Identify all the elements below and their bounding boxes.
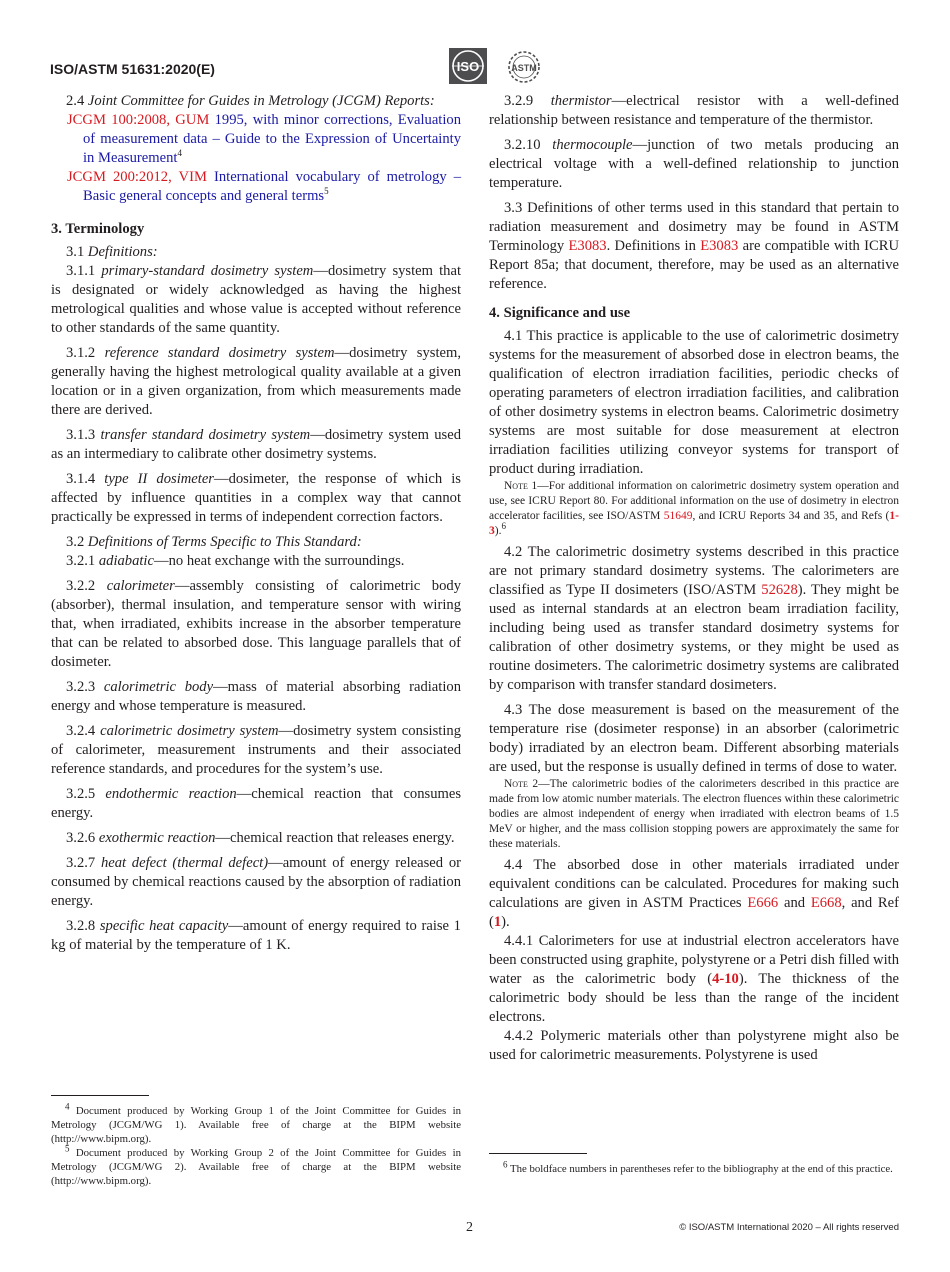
def-3-2-7: 3.2.7 heat defect (thermal defect)—amount of energy released or consumed by chemical reactions caused by the absorption of radiation energy. bbox=[51, 855, 461, 909]
ref-jcgm-100-code[interactable]: JCGM 100:2008, GUM bbox=[67, 112, 210, 128]
ref-jcgm-100-title[interactable]: 1995, with minor corrections, Evaluation of measurement data – Guide to the Expression of Uncertainty in Measurement bbox=[83, 112, 462, 166]
para-3-3: 3.3 Definitions of other terms used in this standard that pertain to radiation measurement and dosimetry may be found in ASTM Terminology E3083. Definitions in E3083 are compatible with ICRU Report 85a; that document, therefore, may be used as an alternative reference. bbox=[489, 200, 899, 292]
ref-4-10[interactable]: 4-10 bbox=[712, 971, 739, 987]
para-3-2: 3.2 Definitions of Terms Specific to This Standard: bbox=[66, 534, 362, 550]
copyright-notice: © ISO/ASTM International 2020 – All rights reserved bbox=[679, 1222, 899, 1233]
footnote-rule-right bbox=[489, 1153, 587, 1154]
def-3-1-1: 3.1.1 primary-standard dosimetry system—dosimetry system that is designated or widely acknowledged as having the highest metrological qualities and whose value is accepted without reference to other standards of the same quantity. bbox=[51, 263, 462, 336]
note-2: Note 2—The calorimetric bodies of the calorimeters described in this practice are made from low atomic number materials. The electron fluences within these calorimetric bodies are almost independent of energy when irradiated with electron beams of 1.5 MeV or higher, and the mass collision stopping powers are approximately the same for these materials. bbox=[489, 778, 899, 850]
standard-id: ISO/ASTM 51631:2020(E) bbox=[50, 61, 215, 77]
right-column bbox=[489, 92, 899, 1065]
para-4-3: 4.3 The dose measurement is based on the measurement of the temperature rise (dosimeter response) in an absorber (calorimetric body) irradiated by an electron beam. Different absorbing materials are used, but the response is usually defined in terms of dose to water. bbox=[489, 702, 899, 775]
ref-jcgm-200: JCGM 200:2012, VIM International vocabulary of metrology – Basic general concepts and general terms$^5$ bbox=[67, 169, 462, 204]
def-3-2-3: 3.2.3 calorimetric body—mass of material absorbing radiation energy and whose temperature is measured. bbox=[51, 679, 461, 714]
ref-jcgm-100: JCGM 100:2008, GUM 1995, with minor corrections, Evaluation of measurement data – Guide to the Expression of Uncertainty in Measurement$^4$ bbox=[67, 112, 462, 166]
def-3-2-8: 3.2.8 specific heat capacity—amount of energy required to raise 1 kg of material by the temperature of 1 K. bbox=[51, 918, 461, 953]
link-e666[interactable]: E666 bbox=[747, 895, 779, 911]
left-column bbox=[51, 92, 461, 961]
footnote-5: $^5$ Document produced by Working Group 2 of the Joint Committee for Guides in Metrology (JCGM/WG 2). Available free of charge at the BIPM website (http://www.bipm.org). bbox=[51, 1143, 461, 1187]
iso-logo-text: ISO bbox=[456, 59, 480, 74]
astm-logo-text: ASTM bbox=[511, 63, 537, 73]
def-3-2-4: 3.2.4 calorimetric dosimetry system—dosimetry system consisting of calorimeter, measurement instruments and their associated reference standards, and procedures for the system’s use. bbox=[51, 723, 461, 777]
footnote-4: $^4$ Document produced by Working Group 1 of the Joint Committee for Guides in Metrology (JCGM/WG 1). Available free of charge at the BIPM website (http://www.bipm.org). bbox=[51, 1101, 461, 1145]
para-4-1: 4.1 This practice is applicable to the use of calorimetric dosimetry systems for the measurement of absorbed dose in electron beams, the qualification of electron irradiation facilities, periodic checks of operating parameters of electron irradiation facilities, and calibration of other dosimetry systems in electron beams. Calorimetric dosimetry systems are most suitable for dose measurement at electron irradiation facilities utilizing conveyor systems for transport of product during irradiation. bbox=[489, 328, 899, 477]
para-4-4-1: 4.4.1 Calorimeters for use at industrial electron accelerators have been constructed using graphite, polystyrene or a Petri dish filled with water as the calorimetric body (4-10). The thickness of the calorimetric body should be less than the range of the incident electrons. bbox=[489, 933, 900, 1025]
footnote-6: $^6$ The boldface numbers in parentheses refer to the bibliography at the end of this practice. bbox=[503, 1159, 893, 1175]
ref-jcgm-200-code[interactable]: JCGM 200:2012, VIM bbox=[67, 169, 207, 185]
def-3-1-4: 3.1.4 type II dosimeter—dosimeter, the response of which is affected by influence quantities in a complex way that cannot practically be expressed in terms of independent correction factors. bbox=[51, 471, 461, 525]
footnotes-left bbox=[51, 1101, 461, 1188]
link-e3083-a[interactable]: E3083 bbox=[568, 238, 607, 254]
def-3-1-3: 3.1.3 transfer standard dosimetry system—dosimetry system used as an intermediary to calibrate other dosimetry systems. bbox=[51, 427, 461, 462]
def-3-2-2: 3.2.2 calorimeter—assembly consisting of calorimetric body (absorber), thermal insulation, and temperature sensor with wiring that, when irradiated, exhibits increase in the absorber temperature that can be related to absorbed dose. This language parallels that of dosimeter. bbox=[51, 578, 461, 670]
para-4-4-2: 4.4.2 Polymeric materials other than polystyrene might also be used for calorimetric measurements. Polystyrene is used bbox=[489, 1028, 899, 1063]
link-e3083-b[interactable]: E3083 bbox=[700, 238, 739, 254]
page-number: 2 bbox=[466, 1220, 473, 1235]
def-3-2-1: 3.2.1 adiabatic—no heat exchange with the surroundings. bbox=[66, 553, 405, 569]
iso-logo bbox=[449, 48, 487, 84]
def-3-2-10: 3.2.10 thermocouple—junction of two metals producing an electrical voltage with a well-defined relationship to junction temperature. bbox=[489, 137, 899, 191]
ref-1-3[interactable]: 1-3 bbox=[489, 510, 899, 537]
link-e668[interactable]: E668 bbox=[810, 895, 842, 911]
section-4-heading: 4. Significance and use bbox=[489, 305, 631, 321]
footnotes-right bbox=[489, 1159, 899, 1176]
ref-jcgm-200-title[interactable]: International vocabulary of metrology – Basic general concepts and general terms bbox=[83, 169, 462, 204]
note-1: Note 1—For additional information on calorimetric dosimetry system operation and use, see ICRU Report 80. For additional information on the use of dosimetry in electron accelerator facilities, see ISO/ASTM 51649, and ICRU Reports 34 and 35, and Refs (1-3).$^6$ bbox=[489, 480, 899, 537]
section-3-heading: 3. Terminology bbox=[51, 221, 145, 237]
para-4-2: 4.2 The calorimetric dosimetry systems described in this practice are not primary standard dosimetry systems. The calorimeters are classified as Type II dosimeters (ISO/ASTM 52628). They might be used as internal standards at an electron beam irradiation facility, including being used as transfer standard dosimetry systems for calibration of other dosimetry systems, or they might be used as routine dosimeters. The calorimetric dosimetry systems are calibrated by comparison with transfer standard dosimeters. bbox=[489, 544, 899, 693]
astm-logo bbox=[505, 50, 543, 84]
def-3-2-6: 3.2.6 exothermic reaction—chemical reaction that releases energy. bbox=[66, 830, 455, 846]
footnote-rule-left bbox=[51, 1095, 149, 1096]
def-3-2-5: 3.2.5 endothermic reaction—chemical reaction that consumes energy. bbox=[51, 786, 461, 821]
link-51649[interactable]: 51649 bbox=[663, 510, 693, 522]
para-3-1: 3.1 Definitions: bbox=[66, 244, 158, 260]
def-3-2-9: 3.2.9 thermistor—electrical resistor with a well-defined relationship between resistance and temperature of the thermistor. bbox=[489, 93, 899, 128]
para-4-4: 4.4 The absorbed dose in other materials irradiated under equivalent conditions can be calculated. Procedures for making such calculations are given in ASTM Practices E666 and E668, and Ref (1). bbox=[489, 857, 900, 930]
para-2-4: 2.4 Joint Committee for Guides in Metrology (JCGM) Reports: bbox=[66, 93, 435, 109]
def-3-1-2: 3.1.2 reference standard dosimetry system—dosimetry system, generally having the highest metrological quality available at a given location or in a given organization, from which measurements made there are derived. bbox=[51, 345, 461, 418]
link-52628[interactable]: 52628 bbox=[761, 582, 798, 598]
ref-1[interactable]: 1 bbox=[493, 914, 502, 930]
